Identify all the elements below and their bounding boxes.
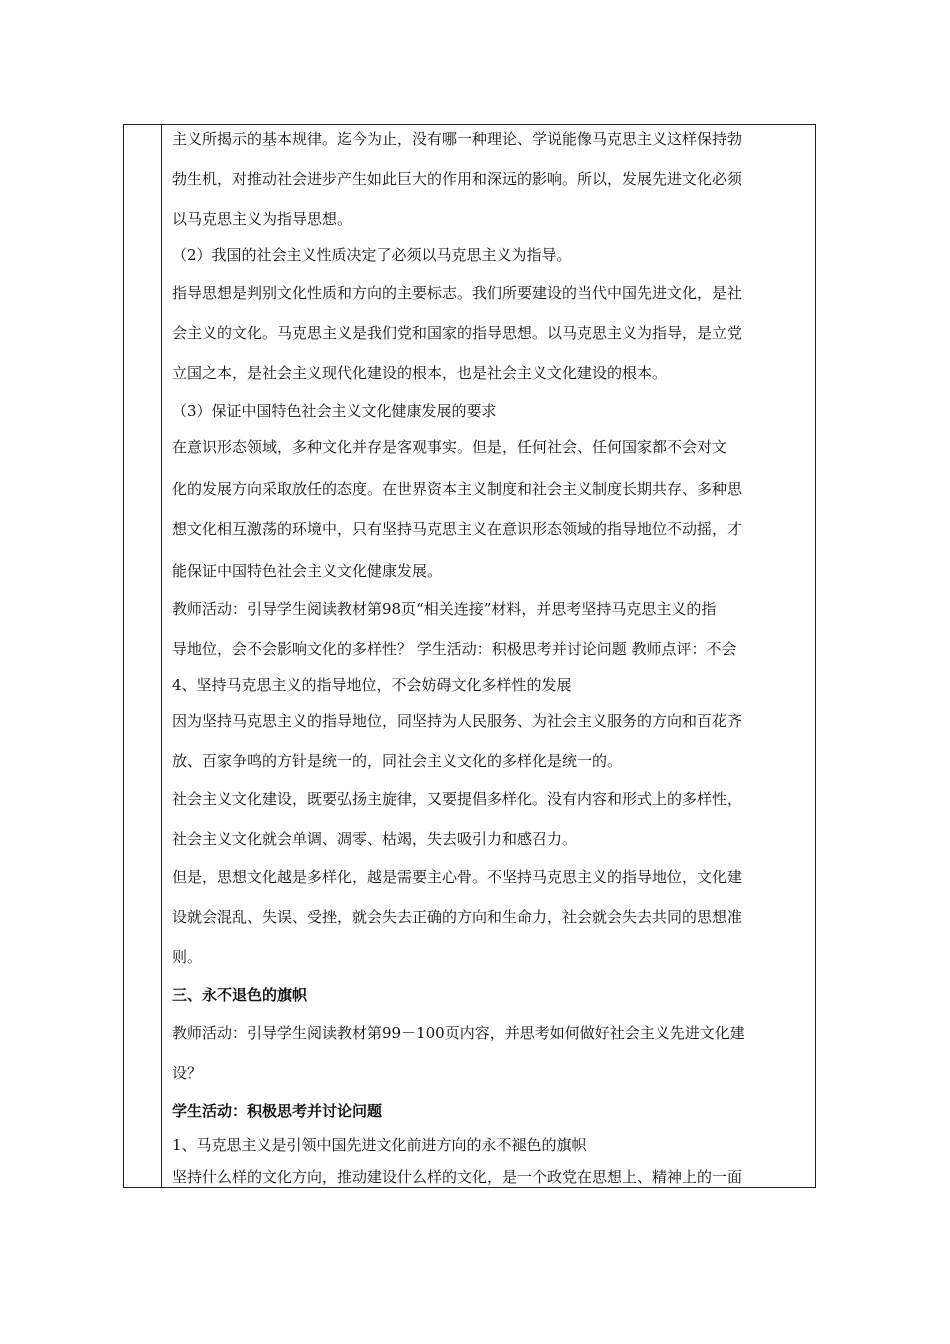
text-line: 指导思想是判别文化性质和方向的主要标志。我们所要建设的当代中国先进文化，是社 (172, 284, 743, 302)
text-line: 则。 (172, 948, 203, 966)
bold-text-line: 学生活动：积极思考并讨论问题 (172, 1102, 383, 1120)
text-line: 化的发展方向采取放任的态度。在世界资本主义制度和社会主义制度长期共存、多种思 (172, 480, 743, 498)
lesson-table (123, 124, 816, 1188)
text-line: 立国之本，是社会主义现代化建设的根本，也是社会主义文化建设的根本。 (172, 364, 668, 382)
text-line: 教师活动：引导学生阅读教材第99－100页内容，并思考如何做好社会主义先进文化建 (172, 1024, 745, 1042)
text-line: 社会主义文化就会单调、凋零、枯竭，失去吸引力和感召力。 (172, 830, 578, 848)
text-line: 想文化相互激荡的环境中，只有坚持马克思主义在意识形态领域的指导地位不动摇，才 (172, 520, 743, 538)
text-line: 以马克思主义为指导思想。 (172, 210, 353, 228)
text-line: 放、百家争鸣的方针是统一的，同社会主义文化的多样化是统一的。 (172, 752, 623, 770)
text-line: 勃生机，对推动社会进步产生如此巨大的作用和深远的影响。所以，发展先进文化必须 (172, 170, 743, 188)
text-line: 设？ (172, 1064, 203, 1082)
text-line: 1、马克思主义是引领中国先进文化前进方向的永不褪色的旗帜 (172, 1136, 587, 1154)
left-column-cell (124, 125, 162, 1187)
text-line: 但是，思想文化越是多样化，越是需要主心骨。不坚持马克思主义的指导地位，文化建 (172, 868, 743, 886)
text-line: 在意识形态领域，多种文化并存是客观事实。但是，任何社会、任何国家都不会对文 (172, 438, 728, 456)
section-heading: 三、永不退色的旗帜 (172, 986, 308, 1004)
text-line: 社会主义文化建设，既要弘扬主旋律，又要提倡多样化。没有内容和形式上的多样性， (172, 790, 743, 808)
text-line: 坚持什么样的文化方向，推动建设什么样的文化，是一个政党在思想上、精神上的一面 (172, 1168, 743, 1186)
text-line: （3）保证中国特色社会主义文化健康发展的要求 (172, 402, 497, 420)
text-line: 能保证中国特色社会主义文化健康发展。 (172, 562, 443, 580)
text-line: 教师活动：引导学生阅读教材第98页“相关连接”材料，并思考坚持马克思主义的指 (172, 600, 717, 618)
text-line: 因为坚持马克思主义的指导地位，同坚持为人民服务、为社会主义服务的方向和百花齐 (172, 712, 743, 730)
text-line: 会主义的文化。马克思主义是我们党和国家的指导思想。以马克思主义为指导，是立党 (172, 324, 743, 342)
text-line: 导地位，会不会影响文化的多样性？ 学生活动：积极思考并讨论问题 教师点评：不会 (172, 640, 737, 658)
text-line: 设就会混乱、失误、受挫，就会失去正确的方向和生命力，社会就会失去共同的思想准 (172, 908, 743, 926)
text-line: （2）我国的社会主义性质决定了必须以马克思主义为指导。 (172, 246, 572, 264)
text-line: 4、坚持马克思主义的指导地位，不会妨碍文化多样性的发展 (172, 676, 572, 694)
text-line: 主义所揭示的基本规律。迄今为止，没有哪一种理论、学说能像马克思主义这样保持勃 (172, 130, 743, 148)
